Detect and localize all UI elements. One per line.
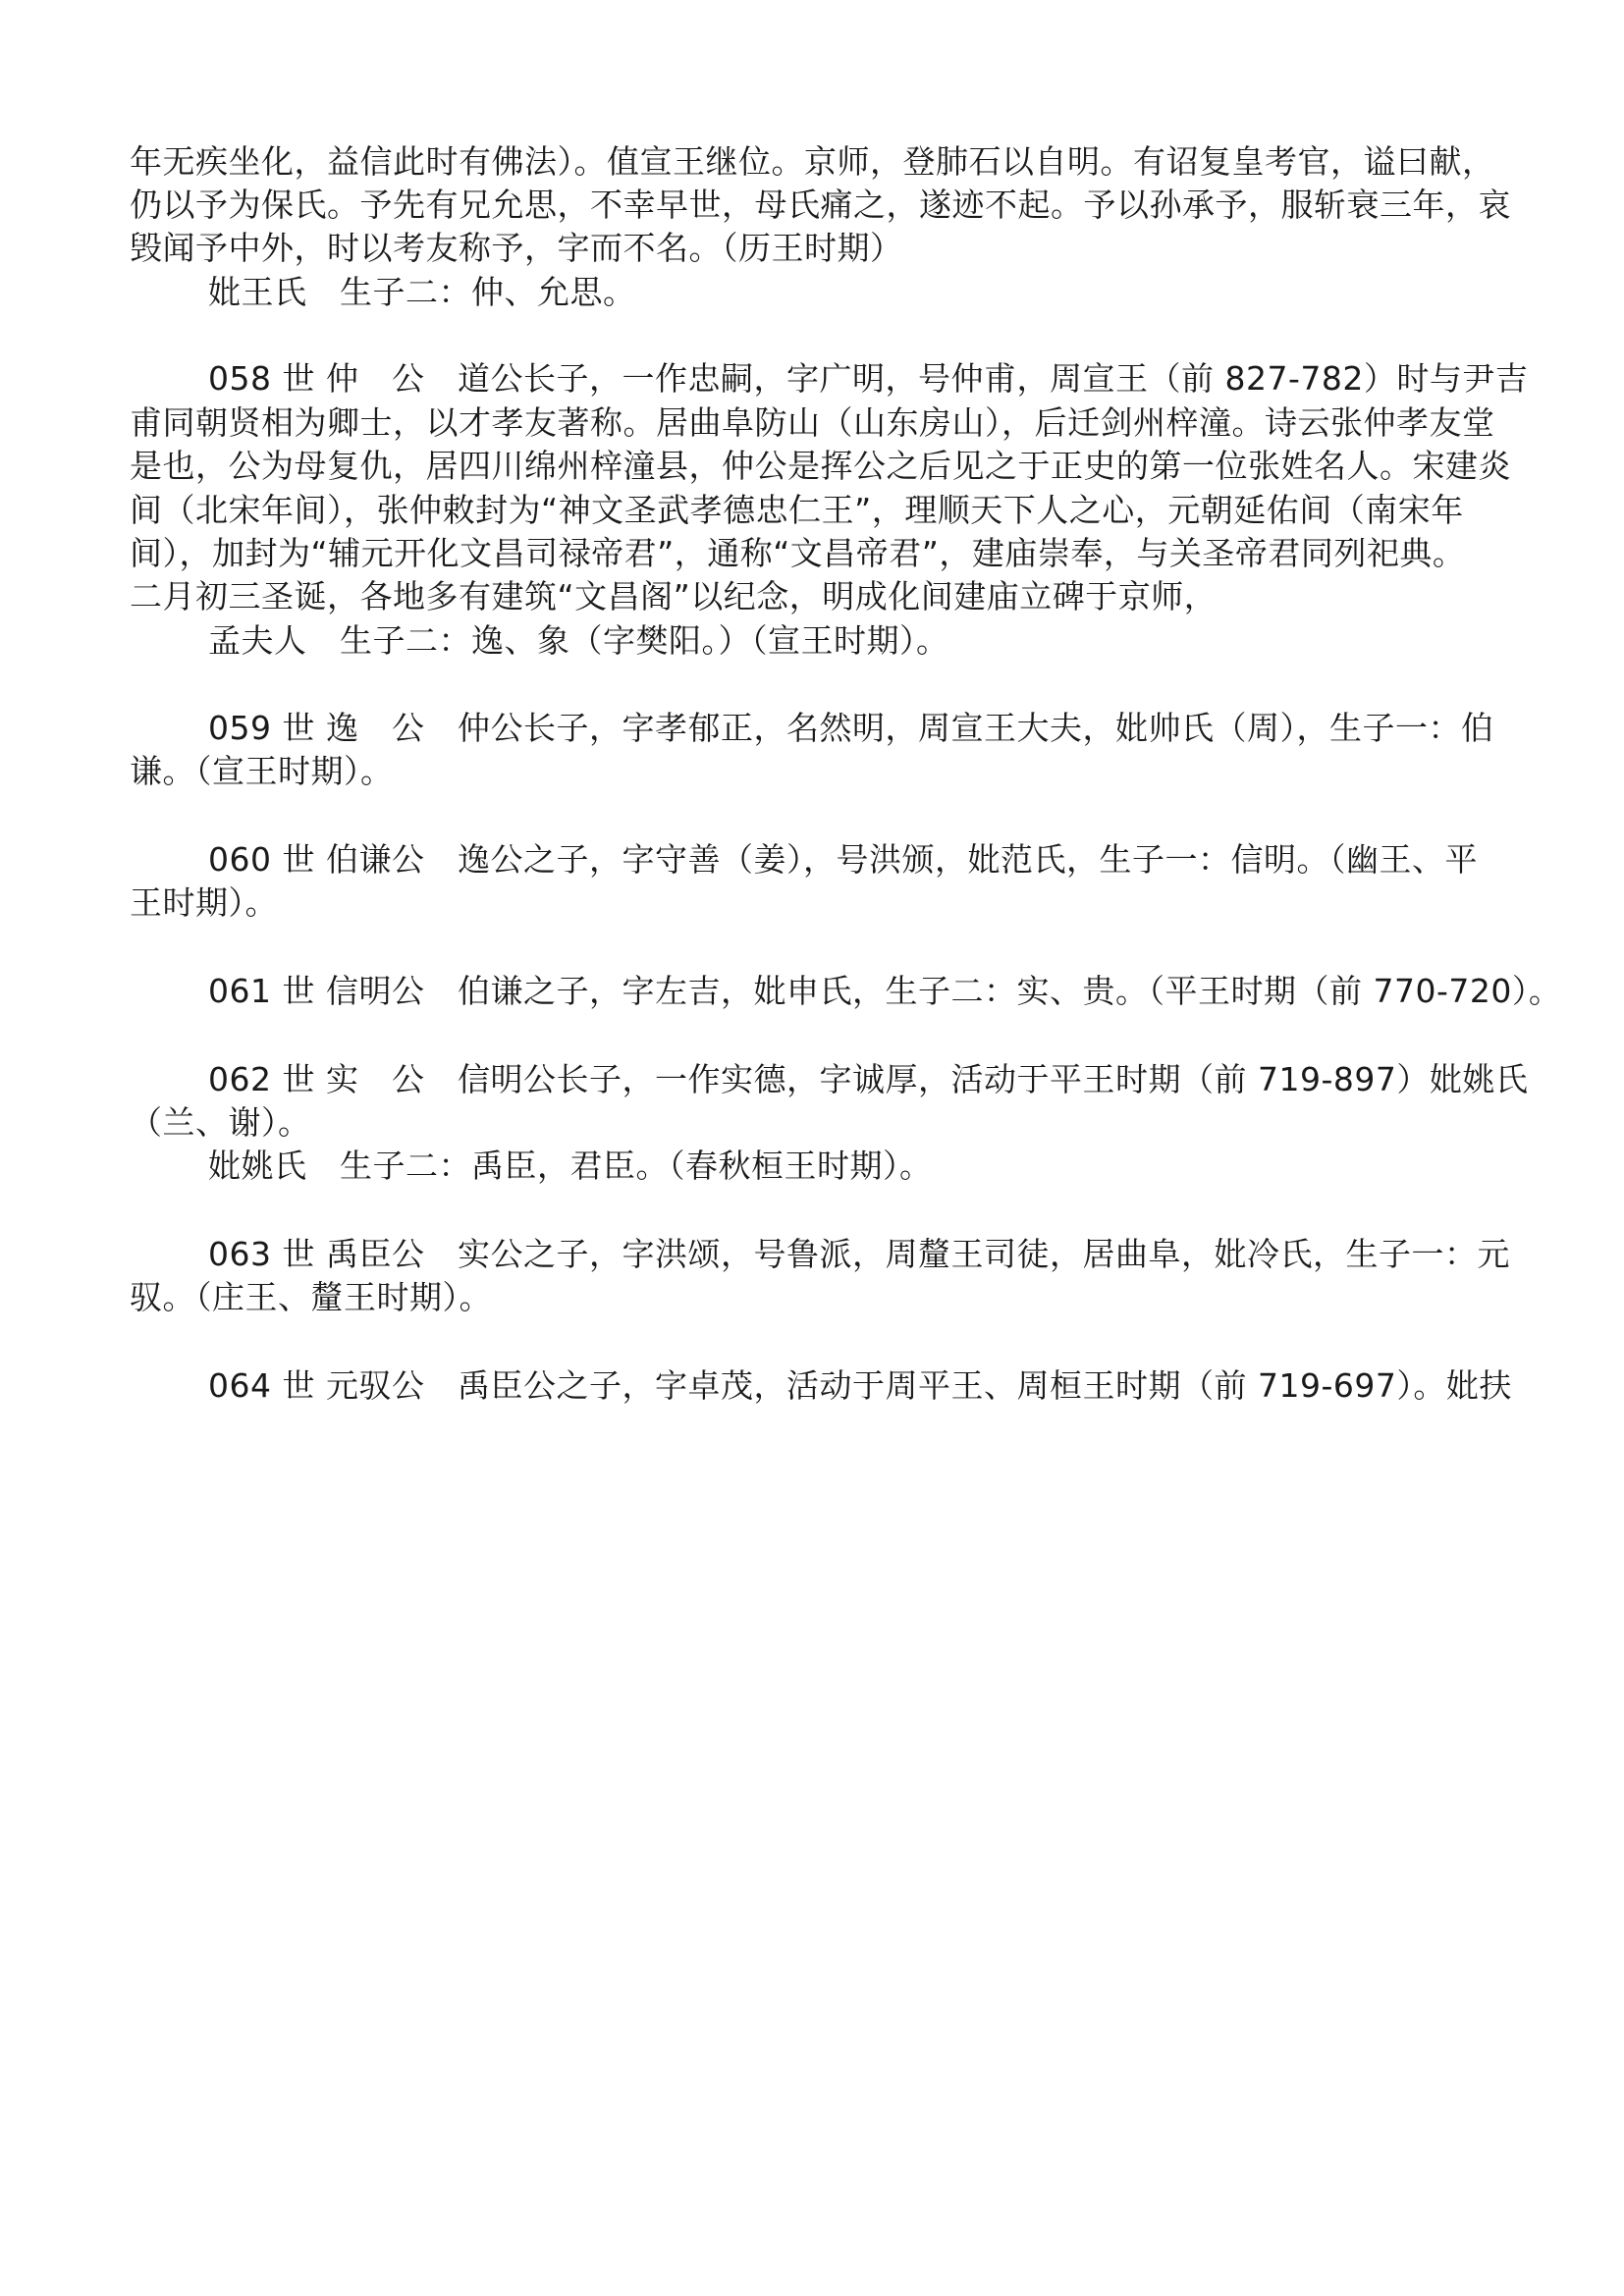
text-line: 年无疾坐化，益信此时有佛法）。值宣王继位。京师，登肺石以自明。有诏复皇考官，谥曰献， (130, 142, 1495, 181)
text-line: 058 世 仲 公 道公长子，一作忠嗣，字广明，号仲甫，周宣王（前 827-782）时与尹吉 (208, 359, 1529, 398)
text-line: 059 世 逸 公 仲公长子，字孝郁正，名然明，周宣王大夫，妣帅氏（周），生子一：伯 (208, 709, 1494, 747)
text-line: 061 世 信明公 伯谦之子，字左吉，妣申氏，生子二：实、贵。（平王时期（前 770-720）。 (208, 972, 1562, 1010)
text-line: 间（北宋年间），张仲敕封为“神文圣武孝德忠仁王”，理顺天下人之心，元朝延佑间（南宋年 (130, 491, 1464, 529)
text-line: 妣姚氏 生子二：禹臣，君臣。（春秋桓王时期）。 (208, 1147, 933, 1185)
text-line: 甫同朝贤相为卿士，以才孝友著称。居曲阜防山（山东房山），后迁剑州梓潼。诗云张仲孝友堂 (130, 403, 1495, 442)
text-line: 二月初三圣诞，各地多有建筑“文昌阁”以纪念，明成化间建庙立碑于京师， (130, 577, 1218, 615)
text-line: 间），加封为“辅元开化文昌司禄帝君”，通称“文昌帝君”，建庙崇奉，与关圣帝君同列祀典。 (130, 534, 1466, 572)
text-line: 驭。（庄王、釐王时期）。 (130, 1278, 492, 1316)
text-line: 064 世 元驭公 禹臣公之子，字卓茂，活动于周平王、周桓王时期（前 719-697）。妣扶 (208, 1366, 1512, 1405)
text-line: 是也，公为母复仇，居四川绵州梓潼县，仲公是挥公之后见之于正史的第一位张姓名人。宋建炎 (130, 447, 1511, 485)
text-line: 谦。（宣王时期）。 (130, 752, 394, 790)
text-line: 仍以予为保氏。予先有兄允思，不幸早世，母氏痛之，遂迹不起。予以孙承予，服斩衰三年，哀 (130, 186, 1511, 224)
text-line: 妣王氏 生子二：仲、允思。 (208, 273, 636, 311)
text-line: 063 世 禹臣公 实公之子，字洪颂，号鲁派，周釐王司徒，居曲阜，妣冷氏，生子一：元 (208, 1235, 1510, 1273)
text-line: 毁闻予中外，时以考友称予，字而不名。（历王时期） (130, 229, 903, 267)
text-line: 060 世 伯谦公 逸公之子，字守善（姜），号洪颁，妣范氏，生子一：信明。（幽王、平 (208, 840, 1478, 879)
text-line: 062 世 实 公 信明公长子，一作实德，字诚厚，活动于平王时期（前 719-897）妣姚氏 (208, 1060, 1529, 1098)
text-line: （兰、谢）。 (130, 1103, 311, 1142)
text-line: 王时期）。 (130, 883, 278, 922)
text-line: 孟夫人 生子二：逸、象（字樊阳。）（宣王时期）。 (208, 621, 949, 660)
